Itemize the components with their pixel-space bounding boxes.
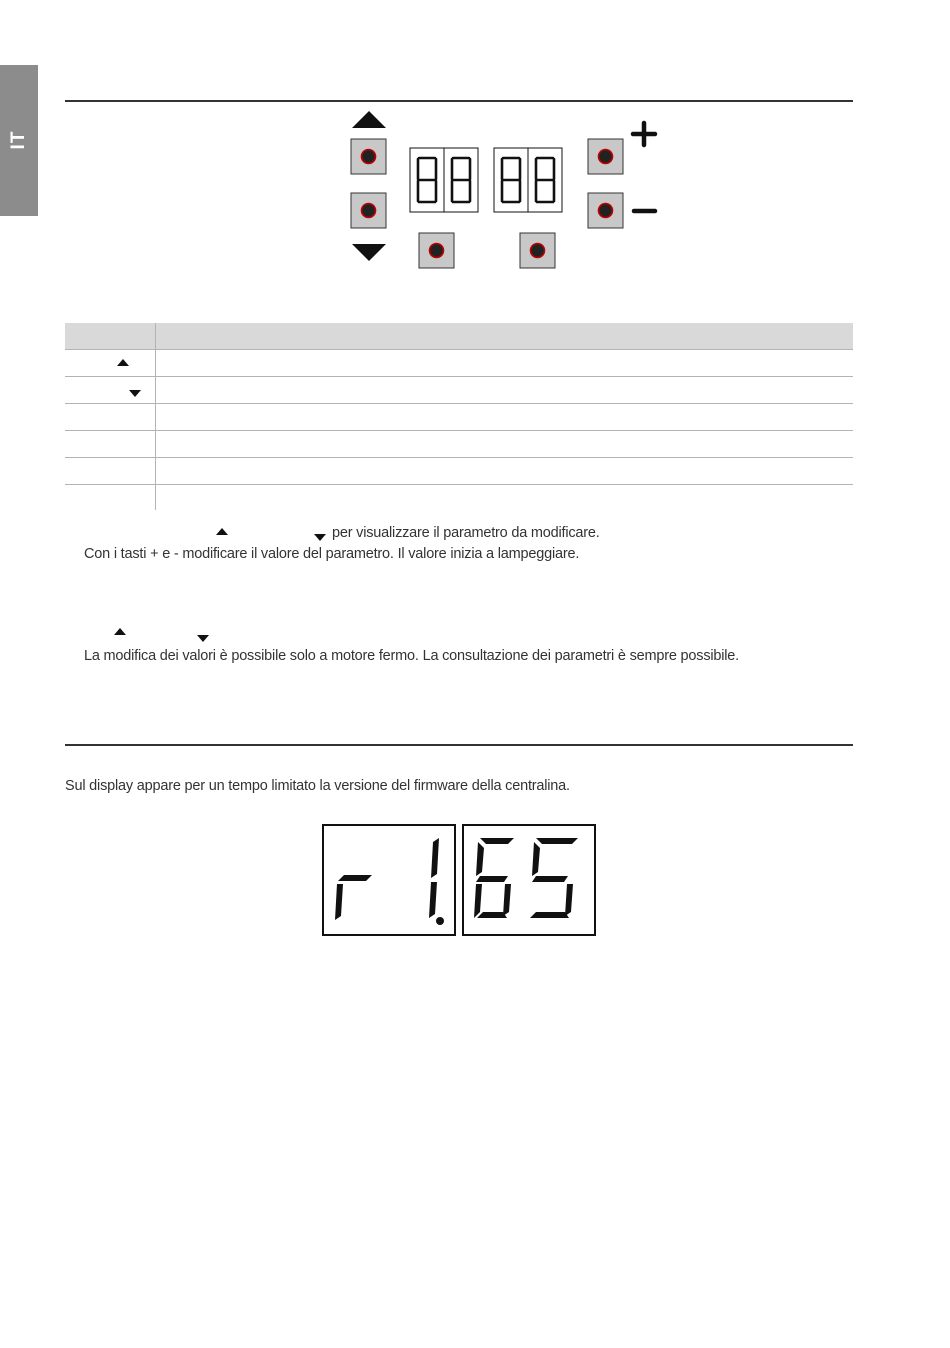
- table-cell-key: [65, 431, 156, 458]
- table-cell-key: [65, 377, 156, 404]
- bottom-right-button[interactable]: [520, 233, 555, 268]
- table-header-description: [156, 323, 854, 350]
- section-divider-mid: [65, 744, 853, 746]
- table-row: [65, 431, 853, 458]
- instruction-line-2: Con i tasti + e - modificare il valore del parametro. Il valore inizia a lampeggiare.: [84, 546, 580, 562]
- table-cell-key: [65, 458, 156, 485]
- language-tab-label: IT: [8, 130, 29, 150]
- table-cell-description: [156, 350, 854, 377]
- up-button[interactable]: [351, 139, 386, 174]
- instruction-line-3: La modifica dei valori è possibile solo a motore fermo. La consultazione dei parametri è sempre possibile.: [84, 648, 740, 664]
- up-triangle-icon: [216, 528, 228, 535]
- table-row: [65, 485, 853, 511]
- instruction-line-1: per visualizzare il parametro da modificare.: [332, 525, 600, 541]
- firmware-version-digits: [335, 838, 578, 925]
- table-cell-description: [156, 485, 854, 511]
- down-triangle-icon: [129, 390, 141, 397]
- firmware-version-display: [322, 824, 597, 936]
- table-header-key: [65, 323, 156, 350]
- table-cell-description: [156, 377, 854, 404]
- parameter-table: [65, 323, 853, 510]
- table-row: [65, 458, 853, 485]
- table-cell-description: [156, 431, 854, 458]
- plus-button[interactable]: [588, 139, 623, 174]
- table-cell-key: [65, 350, 156, 377]
- plus-icon: [633, 123, 655, 145]
- up-triangle-icon: [117, 359, 129, 366]
- up-arrow-icon: [352, 111, 386, 128]
- firmware-description: Sul display appare per un tempo limitato la versione del firmware della centralina.: [65, 778, 570, 794]
- down-button[interactable]: [351, 193, 386, 228]
- table-cell-description: [156, 404, 854, 431]
- table-row: [65, 377, 853, 404]
- table-row: [65, 350, 853, 377]
- table-cell-key: [65, 404, 156, 431]
- seven-segment-display: [410, 148, 562, 212]
- up-triangle-icon: [114, 628, 126, 635]
- down-triangle-icon: [197, 635, 209, 642]
- bottom-left-button[interactable]: [419, 233, 454, 268]
- table-row: [65, 404, 853, 431]
- control-panel-diagram: [0, 0, 950, 300]
- table-cell-key: [65, 485, 156, 511]
- down-triangle-icon: [314, 534, 326, 541]
- table-cell-description: [156, 458, 854, 485]
- down-arrow-icon: [352, 244, 386, 261]
- minus-button[interactable]: [588, 193, 623, 228]
- table-header-row: [65, 323, 853, 350]
